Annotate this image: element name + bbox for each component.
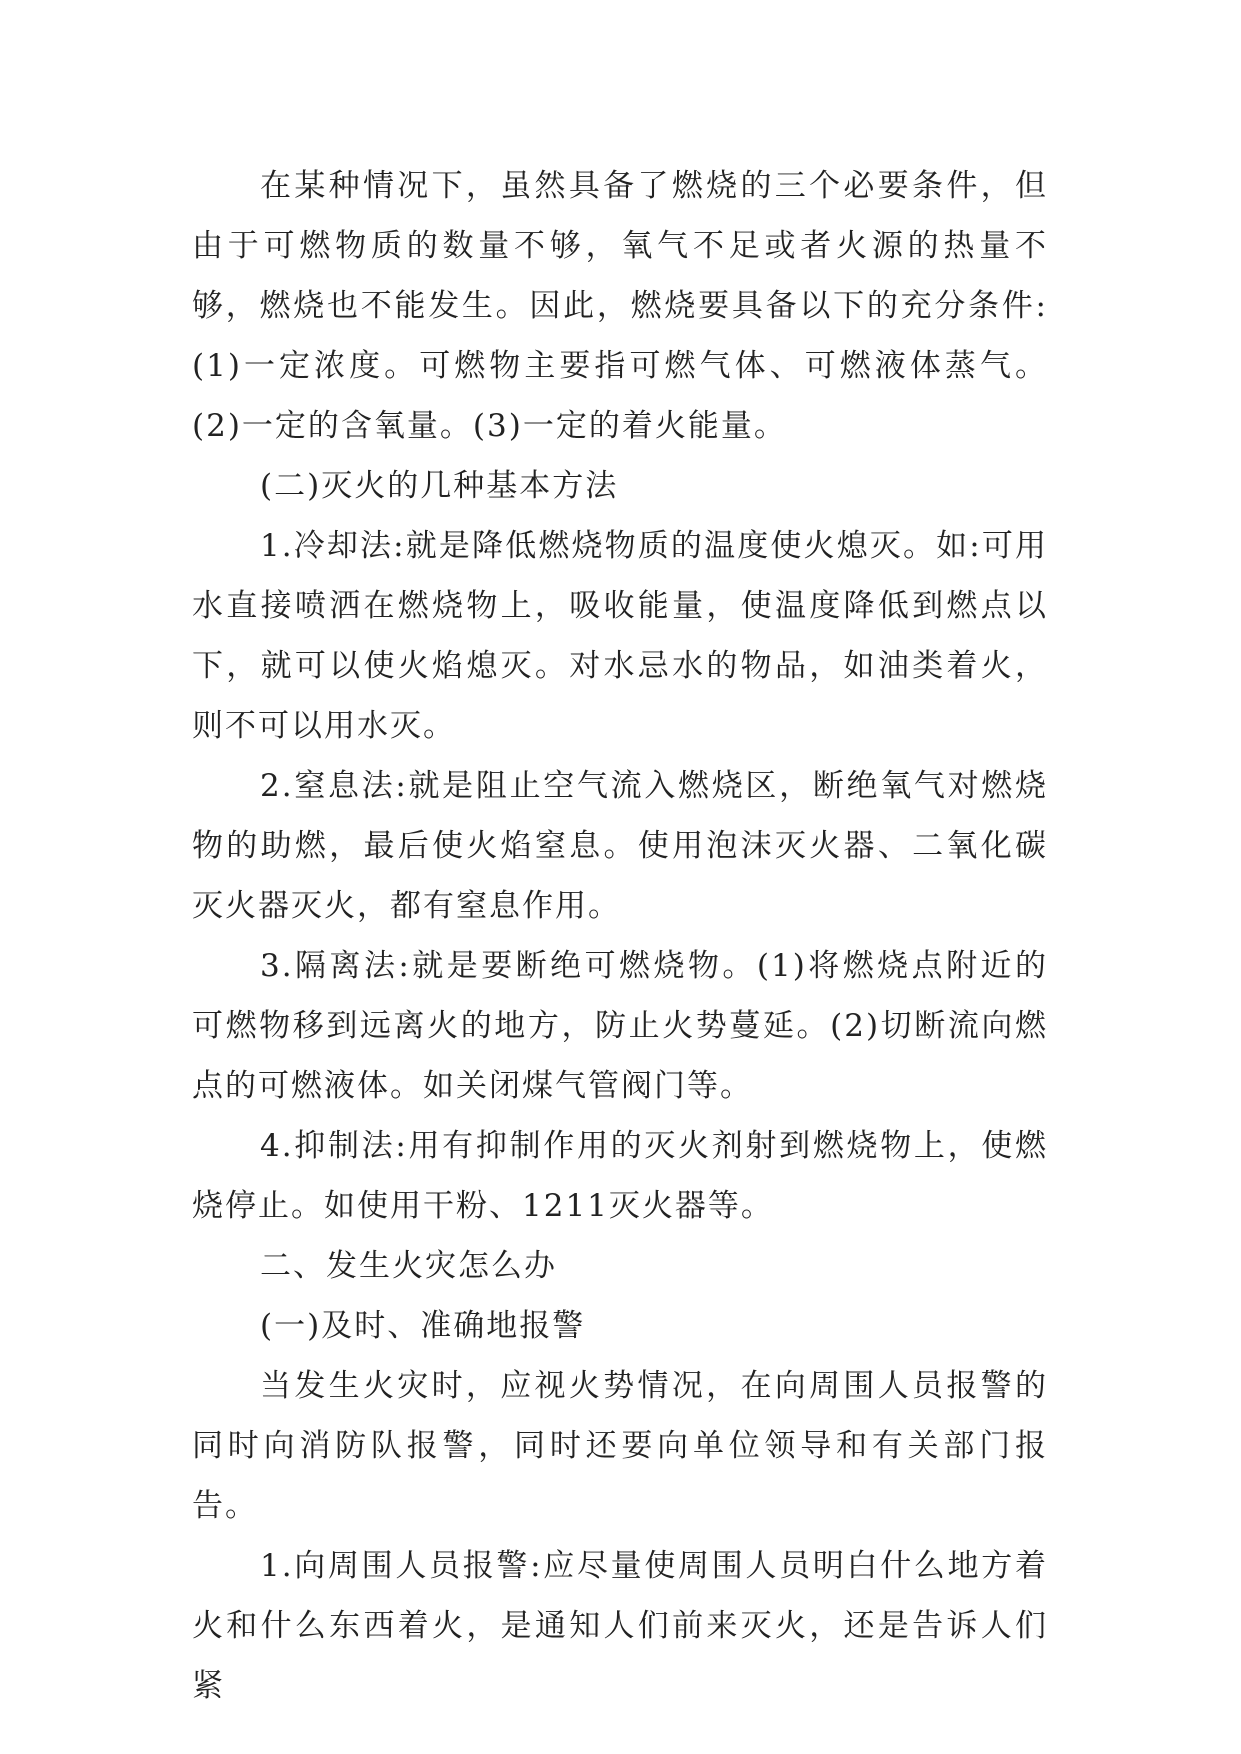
paragraph-combustion-conditions: 在某种情况下，虽然具备了燃烧的三个必要条件，但由于可燃物质的数量不够，氧气不足或者火源的热量不够，燃烧也不能发生。因此，燃烧要具备以下的充分条件:(1)一定浓度。可燃物主要指可燃气体、可燃液体蒸气。(2)一定的含氧量。(3)一定的着火能量。 [192, 168, 1048, 444]
heading-timely-alarm: (一)及时、准确地报警 [260, 1308, 586, 1344]
paragraph-smothering-method: 2.窒息法:就是阻止空气流入燃烧区，断绝氧气对燃烧物的助燃，最后使火焰窒息。使用泡沫灭火器、二氧化碳灭火器灭火，都有窒息作用。 [192, 768, 1048, 924]
paragraph-alarm-procedure: 当发生火灾时，应视火势情况，在向周围人员报警的同时向消防队报警，同时还要向单位领导和有关部门报告。 [192, 1368, 1048, 1524]
document-body [192, 156, 1048, 1716]
heading-extinguishing-methods: (二)灭火的几种基本方法 [260, 468, 619, 504]
paragraph-inhibition-method: 4.抑制法:用有抑制作用的灭火剂射到燃烧物上，使燃烧停止。如使用干粉、1211灭火器等。 [192, 1128, 1048, 1224]
paragraph-alert-nearby-people: 1.向周围人员报警:应尽量使周围人员明白什么地方着火和什么东西着火，是通知人们前来灭火，还是告诉人们紧 [192, 1548, 1048, 1704]
paragraph-cooling-method: 1.冷却法:就是降低燃烧物质的温度使火熄灭。如:可用水直接喷洒在燃烧物上，吸收能量，使温度降低到燃点以下，就可以使火焰熄灭。对水忌水的物品，如油类着火，则不可以用水灭。 [192, 528, 1048, 744]
paragraph-isolation-method: 3.隔离法:就是要断绝可燃烧物。(1)将燃烧点附近的可燃物移到远离火的地方，防止火势蔓延。(2)切断流向燃点的可燃液体。如关闭煤气管阀门等。 [192, 948, 1048, 1104]
heading-what-to-do-in-fire: 二、发生火灾怎么办 [260, 1248, 557, 1284]
